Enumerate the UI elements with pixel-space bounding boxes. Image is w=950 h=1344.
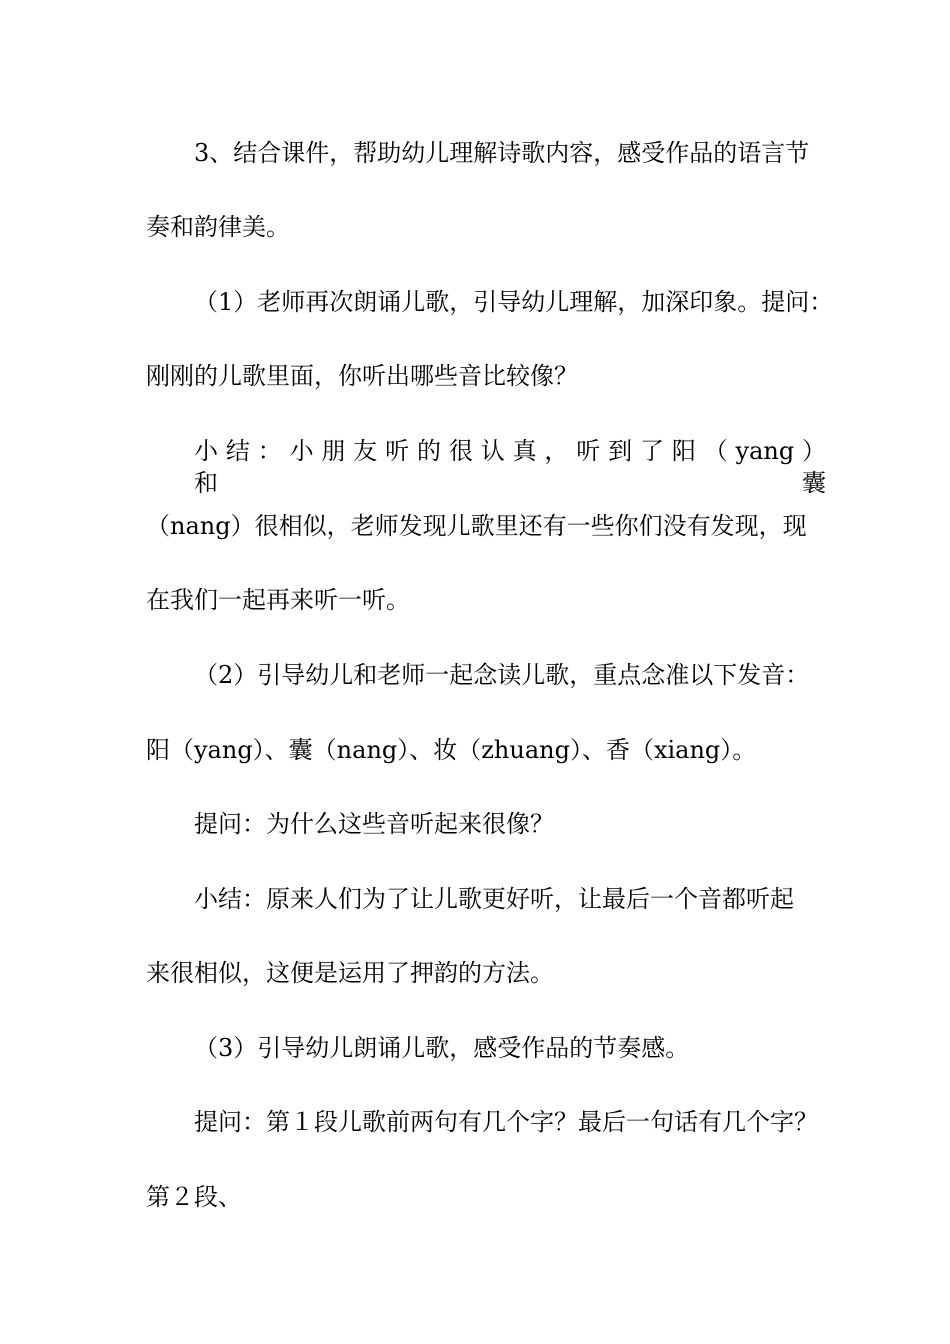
paragraph-step-1-line-2: 刚刚的儿歌里面，你听出哪些音比较像？	[146, 362, 578, 390]
summary-2-line-2: 来很相似，这便是运用了押韵的方法。	[146, 959, 554, 987]
paragraph-step-2-line-1: （2）引导幼儿和老师一起念读儿歌，重点念准以下发音：	[194, 661, 810, 689]
question-3-line-2: 第２段、	[146, 1183, 242, 1211]
summary-1-line-1: 小 结 ： 小 朋 友 听 的 很 认 真 ， 听 到 了 阳 （ yang ） 和 囊	[194, 437, 826, 497]
paragraph-3-heading-line-2: 奏和韵律美。	[146, 213, 290, 241]
paragraph-step-3: （3）引导幼儿朗诵儿歌，感受作品的节奏感。	[194, 1034, 690, 1062]
question-2: 提问：为什么这些音听起来很像？	[194, 810, 554, 838]
paragraph-step-2-line-2: 阳（yang）、囊（nang）、妆（zhuang）、香（xiang）。	[146, 736, 757, 764]
summary-2-line-1: 小结：原来人们为了让儿歌更好听，让最后一个音都听起	[194, 885, 794, 913]
summary-1-line-3: 在我们一起再来听一听。	[146, 586, 410, 614]
question-3-line-1: 提问：第１段儿歌前两句有几个字？最后一句话有几个字？	[194, 1108, 818, 1136]
summary-1-line-2: （nang）很相似，老师发现儿歌里还有一些你们没有发现，现	[146, 512, 807, 540]
paragraph-step-1-line-1: （1）老师再次朗诵儿歌，引导幼儿理解，加深印象。提问：	[194, 288, 834, 316]
paragraph-3-heading-line-1: 3、结合课件，帮助幼儿理解诗歌内容，感受作品的语言节	[194, 139, 810, 167]
